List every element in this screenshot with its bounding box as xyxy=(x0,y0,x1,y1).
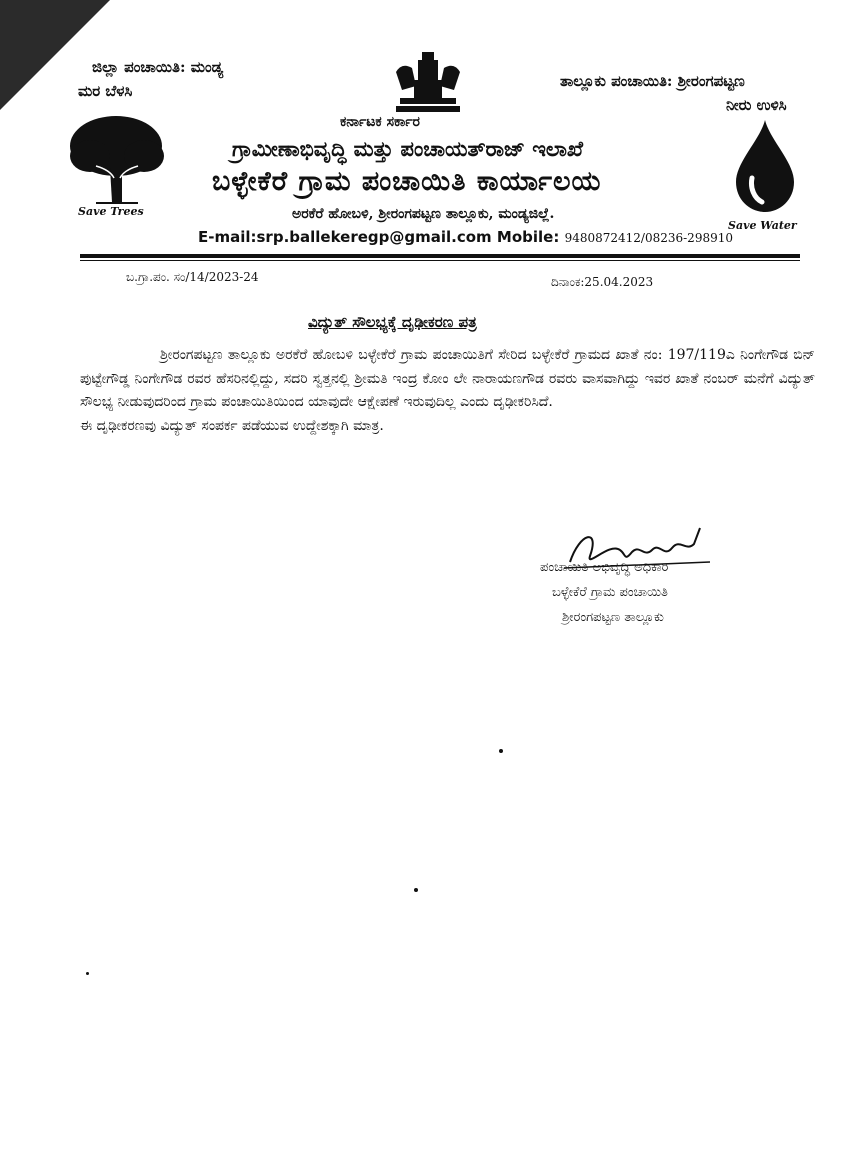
state-emblem-icon xyxy=(392,52,464,114)
email-mobile-label: E-mail:srp.ballekeregp@gmail.com Mobile: xyxy=(198,228,560,246)
district-panchayat: ಜಿಲ್ಲಾ ಪಂಚಾಯಿತಿ: ಮಂಡ್ಯ xyxy=(92,58,224,76)
header-divider xyxy=(80,254,800,258)
department-title: ಗ್ರಾಮೀಣಾಭಿವೃದ್ಧಿ ಮತ್ತು ಪಂಚಾಯತ್‌ರಾಜ್ ಇಲಾಖೆ xyxy=(232,136,584,161)
scan-speck xyxy=(499,749,503,753)
reference-number: ಬ.ಗ್ರಾ.ಪಂ. ಸಂ/14/2023-24 xyxy=(126,270,259,284)
water-slogan: ನೀರು ಉಳಿಸಿ xyxy=(726,96,787,114)
scan-speck xyxy=(414,888,418,892)
government-title: ಕರ್ನಾಟಕ ಸರ್ಕಾರ xyxy=(340,114,420,130)
letter-date: ದಿನಾಂಕ:25.04.2023 xyxy=(551,275,654,289)
signatory-designation: ಪಂಚಾಯಿತಿ ಅಭಿವೃದ್ಧಿ ಅಧಿಕಾರಿ xyxy=(540,560,669,575)
header-divider-thin xyxy=(80,260,800,261)
save-trees-caption: Save Trees xyxy=(78,205,144,218)
letter-body xyxy=(80,344,815,438)
tree-slogan: ಮರ ಬೆಳಸಿ xyxy=(78,82,133,100)
body-paragraph-1: ಶ್ರೀರಂಗಪಟ್ಟಣ ತಾಲ್ಲೂಕು ಅರಕೆರೆ ಹೋಬಳಿ ಬಳ್ಳೇಕೆರೆ ಗ್ರಾಮ ಪಂಚಾಯಿತಿಗೆ ಸೇರಿದ ಬಳ್ಳೇಕೆರೆ ಗ್ರಾಮದ ಖಾತೆ ನಂ: 197/119ಎ ನಿಂಗೇಗೌಡ ಬಿನ್ ಪುಟ್ಟೇಗೌಡ್ಡ ನಿಂಗೇಗೌಡ ರವರ ಹೆಸರಿನಲ್ಲಿದ್ದು, ಸದರಿ ಸ್ವತ್ತನಲ್ಲಿ ಶ್ರೀಮತಿ ಇಂದ್ರ ಕೋಂ ಲೇ ನಾರಾಯಣಗೌಡ ರವರು ವಾಸವಾಗಿದ್ದು ಇವರ ಖಾತೆ ನಂಬರ್ ಮನೆಗೆ ವಿದ್ಯುತ್ ಸೌಲಭ್ಯ ನೀಡುವುದರಿಂದ ಗ್ರಾಮ ಪಂಚಾಯಿತಿಯಿಂದ ಯಾವುದೇ ಆಕ್ಷೇಪಣೆ ಇರುವುದಿಲ್ಲ ಎಂದು ದೃಢೀಕರಿಸಿದೆ. xyxy=(80,347,815,410)
office-name: ಬಳ್ಳೇಕೆರೆ ಗ್ರಾಮ ಪಂಚಾಯಿತಿ ಕಾರ್ಯಾಲಯ xyxy=(212,166,602,197)
office-address: ಅರಕೆರೆ ಹೋಬಳಿ, ಶ್ರೀರಂಗಪಟ್ಟಣ ತಾಲ್ಲೂಕು, ಮಂಡ್ಯಜಿಲ್ಲೆ. xyxy=(292,206,555,222)
contact-line xyxy=(198,228,733,246)
tree-icon xyxy=(66,110,166,206)
letter-subject: ವಿದ್ಯುತ್ ಸೌಲಭ್ಯಕ್ಕೆ ದೃಢೀಕರಣ ಪತ್ರ xyxy=(308,313,477,331)
signatory-taluk: ಶ್ರೀರಂಗಪಟ್ಟಣ ತಾಲ್ಲೂಕು xyxy=(562,610,664,625)
water-drop-icon xyxy=(732,118,798,214)
save-water-caption: Save Water xyxy=(728,219,797,232)
signatory-panchayat: ಬಳ್ಳೇಕೆರೆ ಗ್ರಾಮ ಪಂಚಾಯಿತಿ xyxy=(552,585,668,600)
body-paragraph-2: ಈ ದೃಢೀಕರಣವು ವಿದ್ಯುತ್ ಸಂಪರ್ಕ ಪಡೆಯುವ ಉದ್ದೇಶಕ್ಕಾಗಿ ಮಾತ್ರ. xyxy=(80,417,384,434)
scan-speck xyxy=(86,972,89,975)
taluk-panchayat: ತಾಲ್ಲೂಕು ಪಂಚಾಯಿತಿ: ಶ್ರೀರಂಗಪಟ್ಟಣ xyxy=(560,72,745,90)
phone-numbers: 9480872412/08236-298910 xyxy=(564,231,733,245)
